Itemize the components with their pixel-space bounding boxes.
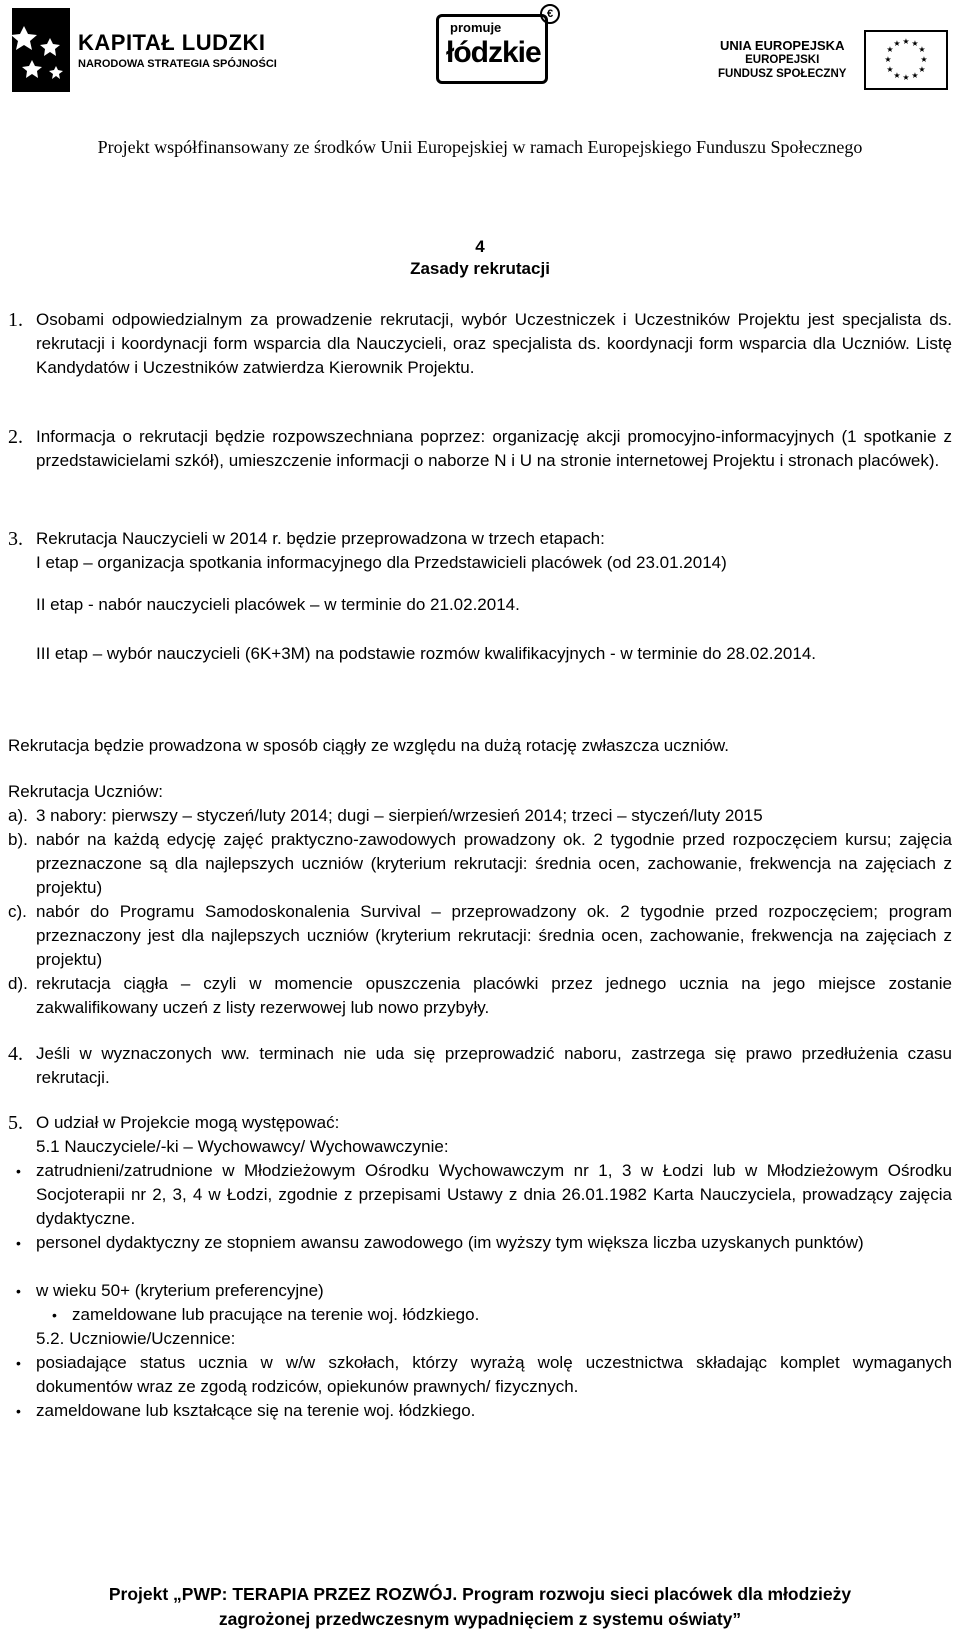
- kapital-ludzki-title: KAPITAŁ LUDZKI: [78, 30, 266, 55]
- stage-2: II etap - nabór nauczycieli placówek – w terminie do 21.02.2014.: [36, 595, 520, 614]
- bullet-icon: •: [52, 1307, 57, 1323]
- lodzkie-logo-small-text: promuje: [450, 20, 502, 35]
- svg-text:★: ★: [886, 65, 895, 74]
- svg-text:★: ★: [886, 45, 895, 54]
- student-recruitment-heading: Rekrutacja Uczniów:: [8, 782, 163, 801]
- subsection-5-1: 5.1 Nauczyciele/-ki – Wychowawcy/ Wychowawczynie:: [36, 1137, 449, 1156]
- item-number-5: 5.: [8, 1112, 23, 1134]
- promuje-lodzkie-logo: [436, 4, 556, 92]
- paragraph-4: Jeśli w wyznaczonych ww. terminach nie uda się przeprowadzić naboru, zastrzega się prawo przedłużenia czasu rekrutacji.: [36, 1044, 952, 1087]
- cofunding-note: Projekt współfinansowany ze środków Unii Europejskiej w ramach Europejskiego Funduszu Społecznego: [97, 137, 863, 157]
- footer-line-2: zagrożonej przedwczesnym wypadnięciem z systemu oświaty”: [218, 1609, 742, 1629]
- svg-text:★: ★: [902, 37, 911, 46]
- bullet-icon: •: [16, 1235, 21, 1251]
- item-number-1: 1.: [8, 309, 23, 331]
- list-item-a: 3 nabory: pierwszy – styczeń/luty 2014; dugi – sierpień/wrzesień 2014; trzeci – styczeń/luty 2015: [36, 806, 763, 825]
- svg-text:★: ★: [893, 71, 902, 80]
- bullet-icon: •: [16, 1163, 21, 1179]
- svg-text:★: ★: [918, 45, 927, 54]
- euro-icon: €: [540, 4, 560, 24]
- paragraph-5: O udział w Projekcie mogą występować:: [36, 1113, 340, 1132]
- svg-text:★: ★: [911, 39, 920, 48]
- section-title: Zasady rekrutacji: [410, 259, 550, 278]
- section-number: 4: [475, 237, 485, 256]
- footer-line-1: Projekt „PWP: TERAPIA PRZEZ ROZWÓJ. Program rozwoju sieci placówek dla młodzieży: [108, 1584, 852, 1604]
- item-number-4: 4.: [8, 1043, 23, 1065]
- page-header: [0, 0, 960, 110]
- stage-1: I etap – organizacja spotkania informacyjnego dla Przedstawicieli placówek (od 23.01.2014): [36, 553, 727, 572]
- svg-text:★: ★: [918, 65, 927, 74]
- eu-flag-icon: [864, 30, 948, 90]
- bullet-item-2: personel dydaktyczny ze stopniem awansu zawodowego (im wyższy tym większa liczba uzyskanych punktów): [36, 1233, 864, 1252]
- kapital-ludzki-logo: [10, 4, 277, 96]
- stage-3: III etap – wybór nauczycieli (6K+3M) na podstawie rozmów kwalifikacyjnych - w terminie do 28.02.2014.: [36, 644, 816, 663]
- subsection-5-2: 5.2. Uczniowie/Uczennice:: [36, 1329, 236, 1348]
- list-item-d: rekrutacja ciągła – czyli w momencie opuszczenia placówki przez jednego ucznia na jego miejsce zostanie zakwalifikowany uczeń z listy rezerwowej lub nowo przybyły.: [36, 974, 952, 1017]
- svg-text:★: ★: [911, 71, 920, 80]
- svg-text:★: ★: [920, 55, 929, 64]
- item-number-3: 3.: [8, 528, 23, 550]
- list-marker-a: a).: [8, 806, 28, 825]
- svg-text:★: ★: [893, 39, 902, 48]
- lodzkie-logo-big-text: łódzkie: [446, 36, 541, 69]
- bullet-item-1: zatrudnieni/zatrudnione w Młodzieżowym Ośrodku Wychowawczym nr 1, 3 w Łodzi lub w Młodzieżowym Ośrodku Socjoterapii nr 2, 3, 4 w Łodzi, zgodnie z przepisami Ustawy z dnia 26.01.1982 Karta Nauczyciela, prowadzący zajęcia dydaktyczne.: [36, 1161, 952, 1228]
- list-item-c: nabór do Programu Samodoskonalenia Survival – przeprowadzony ok. 2 tygodnie przed rozpoczęciem; program przeznaczony jest dla najlepszych uczniów (kryterium rekrutacji: średnia ocen, zachowanie, frekwencja na zajęciach z projektu): [36, 902, 952, 969]
- bullet-icon: •: [16, 1355, 21, 1371]
- bullet-item-5: zameldowane lub kształcące się na terenie woj. łódzkiego.: [36, 1401, 476, 1420]
- svg-text:★: ★: [902, 73, 911, 82]
- kapital-ludzki-emblem-icon: [10, 4, 72, 96]
- paragraph-1: Osobami odpowiedzialnym za prowadzenie rekrutacji, wybór Uczestniczek i Uczestników Projektu jest specjalista ds. rekrutacji i koordynacji form wsparcia dla Nauczycieli, oraz specjalista ds. koordynacji form wsparcia dla Uczniów. Listę Kandydatów i Uczestników zatwierdza Kierownik Projektu.: [36, 310, 952, 377]
- ue-line-1: UNIA EUROPEJSKA: [719, 38, 845, 53]
- bullet-icon: •: [16, 1283, 21, 1299]
- paragraph-3-intro: Rekrutacja Nauczycieli w 2014 r. będzie przeprowadzona w trzech etapach:: [36, 529, 605, 548]
- list-marker-b: b).: [8, 830, 28, 849]
- bullet-item-3: w wieku 50+ (kryterium preferencyjne): [36, 1281, 324, 1300]
- list-marker-c: c).: [8, 902, 27, 921]
- list-marker-d: d).: [8, 974, 28, 993]
- bullet-subitem: zameldowane lub pracujące na terenie woj. łódzkiego.: [72, 1305, 480, 1324]
- project-footer: [0, 1582, 960, 1632]
- bullet-item-4: posiadające status ucznia w w/w szkołach, którzy wyrażą wolę uczestnictwa składając komplet wymaganych dokumentów wraz ze zgodą rodziców, opiekunów prawnych/ fizycznych.: [36, 1353, 952, 1396]
- item-number-2: 2.: [8, 426, 23, 448]
- paragraph-2: Informacja o rekrutacji będzie rozpowszechniana poprzez: organizację akcji promocyjno-informacyjnych (1 spotkanie z przedstawicielami szkół), umieszczenie informacji o naborze N i U na stronie internetowej Projektu i stronach placówek).: [36, 427, 952, 470]
- bullet-icon: •: [16, 1403, 21, 1419]
- kapital-ludzki-subtitle: NARODOWA STRATEGIA SPÓJNOŚCI: [78, 58, 277, 70]
- ue-line-2: EUROPEJSKI: [745, 54, 820, 66]
- ue-efs-logo: [718, 30, 948, 90]
- svg-text:★: ★: [884, 55, 893, 64]
- ue-line-3: FUNDUSZ SPOŁECZNY: [718, 68, 847, 80]
- continuous-recruitment-note: Rekrutacja będzie prowadzona w sposób ciągły ze względu na dużą rotację zwłaszcza uczniów.: [8, 736, 729, 755]
- list-item-b: nabór na każdą edycję zajęć praktyczno-zawodowych prowadzony ok. 2 tygodnie przed rozpoczęciem kursu; zajęcia przeznaczone są dla najlepszych uczniów (kryterium rekrutacji: średnia ocen, zachowanie, frekwencja na zajęciach z projektu): [36, 830, 952, 897]
